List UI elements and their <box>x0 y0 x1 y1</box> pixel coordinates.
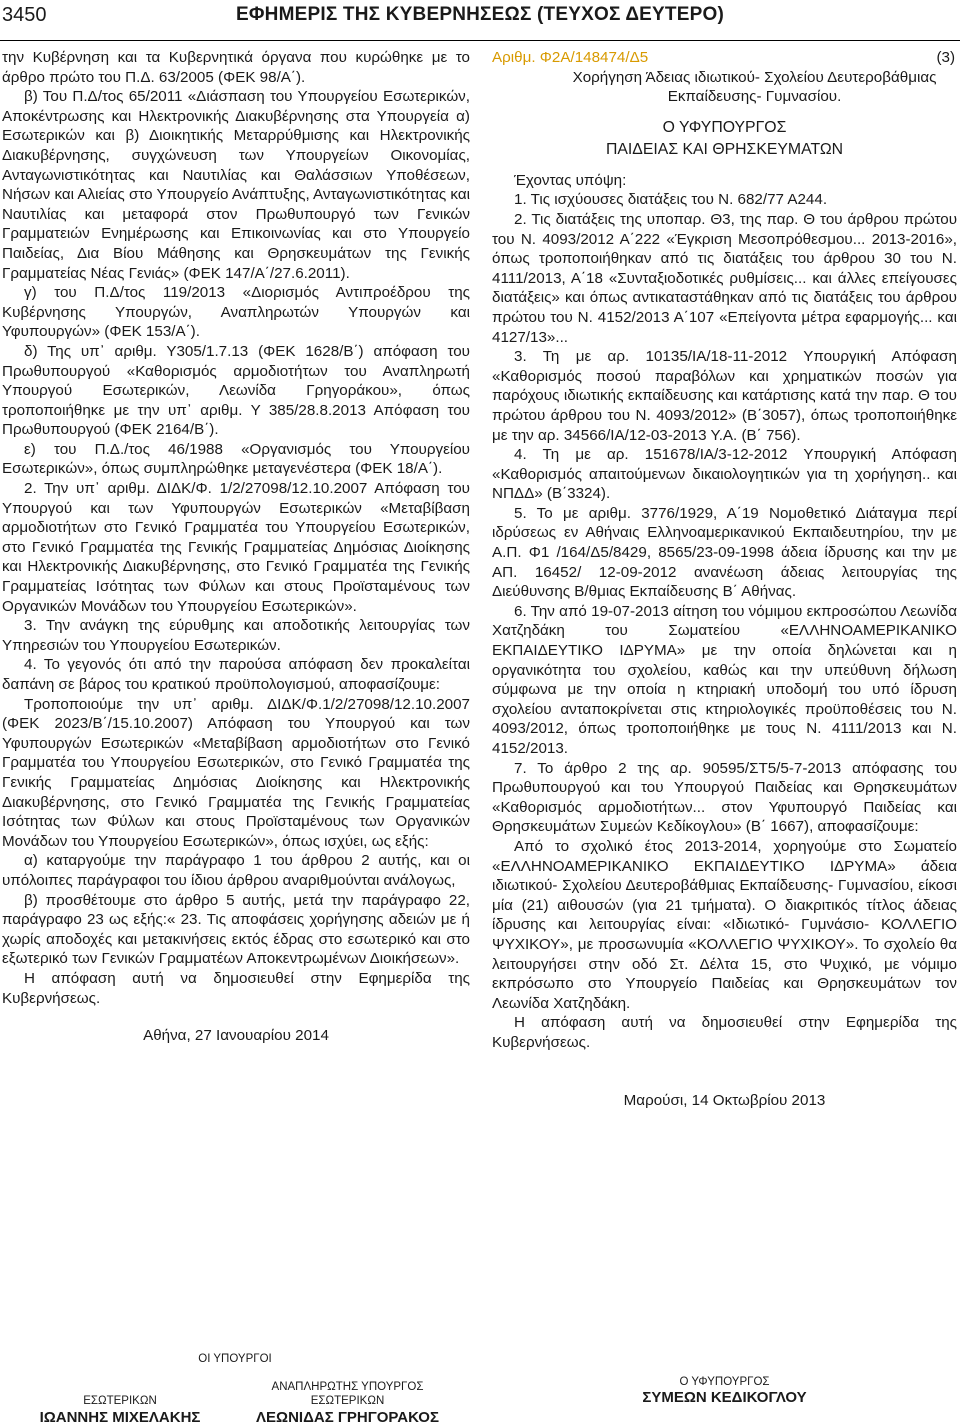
document-index: (3) <box>936 49 955 66</box>
left-column <box>2 48 470 1046</box>
signature-title: ΕΣΩΤΕΡΙΚΩΝ <box>310 1395 385 1407</box>
paragraph: 6. Την από 19-07-2013 αίτηση του νόμιμου εκπροσώπου Λεωνίδα Χατζηδάκη του Σωματείου «ΕΛΛΗΝΟΑΜΕΡΙΚΑΝΙΚΟ ΕΚΠΑΙΔΕΥΤΙΚΟ ΙΔΡΥΜΑ» με την οποία δηλώνεται και η οργανικότητα του σχολείου, καθώς και την υπεύθυνη δήλωση σύμφωνα με την οποία η κτηριακή υποδομή του υπό ίδρυση σχολείου ανταποκρίνεται στις κτηριολογικές προϋποθέσεις του Ν. 4093/2012, όπως τροποποιήθηκε με τους Ν. 4111/2013 και Ν. 4152/2013. <box>492 602 957 757</box>
page-number: 3450 <box>2 4 47 26</box>
right-column <box>492 48 957 1110</box>
paragraph: 4. Τη με αρ. 151678/ΙΑ/3-12-2012 Υπουργική Απόφαση «Καθορισμός απαιτούμενων δικαιολογητικών για τη χορήγηση.. και ΝΠΔΔ» (Β΄3324). <box>492 446 957 503</box>
paragraph: Έχοντας υπόψη: <box>514 171 627 189</box>
paragraph: Η απόφαση αυτή να δημοσιευθεί στην Εφημερίδα της Κυβερνήσεως. <box>492 1014 957 1051</box>
paragraph: δ) Της υπ᾽ αριθμ. Υ305/1.7.13 (ΦΕΚ 1628/Β΄) απόφαση του Πρωθυπουργού «Καθορισμός αρμοδιοτήτων του Αναπληρωτή Υπουργού Εσωτερικών, Λεωνίδα Γρηγοράκου», όπως τροποποιήθηκε με την υπ᾽ αριθμ. Υ 385/28.8.2013 Απόφαση του Πρωθυπουργού (ΦΕΚ 2164/Β΄). <box>2 342 470 439</box>
minister-title: Ο ΥΦΥΠΟΥΡΓΟΣ <box>662 118 787 136</box>
signatures-heading <box>180 1352 290 1366</box>
signature-name: ΛΕΩΝΙΔΑΣ ΓΡΗΓΟΡΑΚΟΣ <box>256 1409 439 1426</box>
paragraph: β) προσθέτουμε στο άρθρο 5 αυτής, μετά την παράγραφο 22, παράγραφο 23 ως εξής:« 23. Τις αποφάσεις χορήγησης αδειών με ή χωρίς αποδοχές και μετακινήσεις εκτός έδρας στο εσωτερικό και στο εξωτερικό των Γενικών Γραμματέων Αποκεντρωμένων Διοικήσεων». <box>2 891 470 968</box>
document-number-line <box>492 48 957 68</box>
paragraph: 5. Το με αριθμ. 3776/1929, Α΄19 Νομοθετικό Διάταγμα περί ιδρύσεως εν Αθήναις Ελληνοαμερικανικού Εκπαιδευτηρίου, την με Α.Π. Φ1 /164/Δ5/8429, 8565/23-09-1998 άδεια ίδρυσης και την με ΑΠ. 16452/ 12-09-2012 ανανέωση άδειας λειτουργίας της Διεύθυνσης Β/θμιας Εκπαίδευσης Β΄ Αθήνας. <box>492 504 957 601</box>
paragraph: 2. Την υπ᾽ αριθμ. ΔΙΔΚ/Φ. 1/2/27098/12.10.2007 Απόφαση του Υπουργού και των Υφυπουργών Εσωτερικών «Μεταβίβαση αρμοδιοτήτων στο Γενικό Γραμματέα του Υπουργείου Εσωτερικών, στο Γενικό Γραμματέα της Γενικής Γραμματείας Δημόσιας Διοίκησης και Ηλεκτρονικής Διακυβέρνησης, στο Γενικό Γραμματέα της Γενικής Γραμματείας Ισότητας των Φύλων και στους Προϊσταμένους των Οργανικών Μονάδων του Υπουργείου Εσωτερικών». <box>2 480 470 615</box>
paragraph: γ) του Π.Δ/τος 119/2013 «Διορισμός Αντιπροέδρου της Κυβέρνησης Υπουργών, Αναπληρωτών Υπουργών και Υφυπουργών» (ΦΕΚ 153/Α΄). <box>2 284 470 341</box>
paragraph: 3. Τη με αρ. 10135/ΙΑ/18-11-2012 Υπουργική Απόφαση «Καθορισμός ποσού παραβόλων και χρηματικών ποσών για παρόχους ιδιωτικής εκπαίδευσης και κατάρτισης κατά την παρ. Θ του πρώτου άρθρου του Ν. 4093/2012» (Β΄3057), όπως τροποποιήθηκε με την αρ. 34566/ΙΑ/12-03-2013 Υ.Α. (Β΄ 756). <box>492 348 957 444</box>
signature-1 <box>20 1394 220 1428</box>
paragraph: Τροποποιούμε την υπ᾽ αριθμ. ΔΙΔΚ/Φ.1/2/27098/12.10.2007 (ΦΕΚ 2023/Β΄/15.10.2007) Απόφαση του Υπουργού και των Υφυπουργών Εσωτερικών «Μεταβίβαση αρμοδιοτήτων στο Γενικό Γραμματέα του Υπουργείου Εσωτερικών, στο Γενικό Γραμματέα της Γενικής Γραμματείας Δημόσιας Διοίκησης και Ηλεκτρονικής Διακυβέρνησης, στο Γενικό Γραμματέα της Γενικής Γραμματείας Ισότητας των Φύλων και στους Προϊσταμένους των Οργανικών Μονάδων του Υπουργείου Εσωτερικών», όπως ισχύει, ως εξής: <box>2 695 470 850</box>
paragraph: Από το σχολικό έτος 2013-2014, χορηγούμε στο Σωματείο «ΕΛΛΗΝΟΑΜΕΡΙΚΑΝΙΚΟ ΕΚΠΑΙΔΕΥΤΙΚΟ ΙΔΡΥΜΑ» άδεια ιδιωτικού- Σχολείου Δευτεροβάθμιας Εκπαίδευσης- Γυμνασίου, είκοσι μία (21) αιθουσών (για 21 τμήματα). Ο διακριτικός τίτλος άδειας ίδρυσης και λειτουργίας είναι: «Ιδιωτικό- Γυμνάσιο- ΚΟΛΛΕΓΙΟ ΨΥΧΙΚΟΥ», με προσωνυμία «ΚΟΛΛΕΓΙΟ ΨΥΧΙΚΟΥ». Το σχολείο θα λειτουργήσει στην οδό Στ. Δέλτα 15, στο Ψυχικό, με νόμιμο εκπρόσωπο στο Υπουργείο Παιδείας και Θρησκευμάτων τον Λεωνίδα Χατζηδάκη. <box>492 837 957 1012</box>
paragraph: 2. Τις διατάξεις της υποπαρ. Θ3, της παρ. Θ του άρθρου πρώτου του Ν. 4093/2012 Α΄222 «Έγκριση Μεσοπρόθεσμου... 2013-2016», όπως τροποποιήθηκαν από τις διατάξεις του άρθρου 30 του Ν. 4111/2013, Α΄18 «Συνταξιοδοτικές ρυθμίσεις... και άλλες επείγουσες διατάξεις» και όπως αντικαταστάθηκαν από τις διατάξεις του άρθρου πρώτου του Ν. 4152/2013 Α΄107 «Επείγοντα μέτρα εφαρμογής... και 4127/13»... <box>492 210 957 346</box>
signature-block <box>0 1352 470 1427</box>
signature-right <box>492 1376 957 1408</box>
paragraph: ε) του Π.Δ./τος 46/1988 «Οργανισμός του Υπουργείου Εσωτερικών», όπως συμπληρώθηκε μεταγενέστερα (ΦΕΚ 18/Α΄). <box>2 440 470 478</box>
paragraph: β) Του Π.Δ/τος 65/2011 «Διάσπαση του Υπουργείου Εσωτερικών, Αποκέντρωσης και Ηλεκτρονικής Διακυβέρνησης στα Υπουργεία α) Εσωτερικών και β) Διοικητικής Μεταρρύθμισης και Ηλεκτρονικής Διακυβέρνησης, συγχώνευση των Υπουργείων Οικονομίας, Ανταγωνιστικότητας και Ναυτιλίας και Θαλάσσιων Υποθέσεων, Νήσων και Αλιείας στο Υπουργείο Ανάπτυξης, Ανταγωνιστικότητας και Ναυτιλίας και μεταφορά στον Πρωθυπουργό των Γενικών Γραμματειών Ενημέρωσης και Επικοινωνίας και στο Υπουργείο Παιδείας, Δια Βίου Μάθησης και Θρησκευμάτων της Γενικής Γραμματείας Νέας Γενιάς» (ΦΕΚ 147/Α΄/27.6.2011). <box>2 88 470 282</box>
paragraph: 3. Την ανάγκη της εύρυθμης και αποδοτικής λειτουργίας των Υπηρεσιών του Υπουργείου Εσωτερικών. <box>2 617 470 654</box>
signing-date: Αθήνα, 27 Ιανουαρίου 2014 <box>143 1027 329 1045</box>
page-header <box>0 0 960 41</box>
signature-name: ΙΩΑΝΝΗΣ ΜΙΧΕΛΑΚΗΣ <box>39 1409 201 1426</box>
paragraph: 1. Τις ισχύουσες διατάξεις του Ν. 682/77 Α244. <box>514 191 828 209</box>
ministry-name: ΠΑΙΔΕΙΑΣ ΚΑΙ ΘΡΗΣΚΕΥΜΑΤΩΝ <box>605 140 844 158</box>
signature-2 <box>230 1380 465 1428</box>
signature-title: ΕΣΩΤΕΡΙΚΩΝ <box>83 1395 157 1407</box>
gazette-title: ΕΦΗΜΕΡΙΣ ΤΗΣ ΚΥΒΕΡΝΗΣΕΩΣ (ΤΕΥΧΟΣ ΔΕΥΤΕΡΟ) <box>236 4 724 25</box>
document-subject: Χορήγηση Άδειας ιδιωτικού- Σχολείου Δευτεροβάθμιας Εκπαίδευσης- Γυμνασίου. <box>572 68 937 106</box>
signature-title: ΑΝΑΠΛΗΡΩΤΗΣ ΥΠΟΥΡΓΟΣ <box>271 1381 424 1393</box>
document-number: Αριθμ. Φ2Α/148474/Δ5 <box>492 49 649 66</box>
paragraph: Η απόφαση αυτή να δημοσιευθεί στην Εφημερίδα της Κυβερνήσεως. <box>2 969 470 1007</box>
signing-date: Μαρούσι, 14 Οκτωβρίου 2013 <box>623 1091 826 1109</box>
paragraph: 7. Το άρθρο 2 της αρ. 90595/ΣΤ5/5-7-2013 απόφασης του Πρωθυπουργού και του Υπουργού Παιδείας και Θρησκευμάτων «Καθορισμός αρμοδιοτήτων... στον Υφυπουργό Παιδείας και Θρησκευμάτων Συμεών Κεδίκογλου» (Β΄ 1667), αποφασίζουμε: <box>492 759 957 836</box>
signature-title: Ο ΥΦΥΠΟΥΡΓΟΣ <box>679 1376 770 1388</box>
paragraph: την Κυβέρνηση και τα Κυβερνητικά όργανα που κυρώθηκε με το άρθρο πρώτο του Π.Δ. 63/2005 (ΦΕΚ 98/Α΄). <box>2 49 470 86</box>
paragraph: 4. Το γεγονός ότι από την παρούσα απόφαση δεν προκαλείται δαπάνη σε βάρος του κρατικού προϋπολογισμού, αποφασίζουμε: <box>2 656 470 693</box>
paragraph: α) καταργούμε την παράγραφο 1 του άρθρου 2 αυτής, και οι υπόλοιπες παράγραφοι του ίδιου άρθρου αναριθμούνται ανάλογως, <box>2 852 470 889</box>
signatures-heading-text: ΟΙ ΥΠΟΥΡΓΟΙ <box>198 1353 272 1365</box>
signature-name: ΣΥΜΕΩΝ ΚΕΔΙΚΟΓΛΟΥ <box>642 1389 807 1406</box>
